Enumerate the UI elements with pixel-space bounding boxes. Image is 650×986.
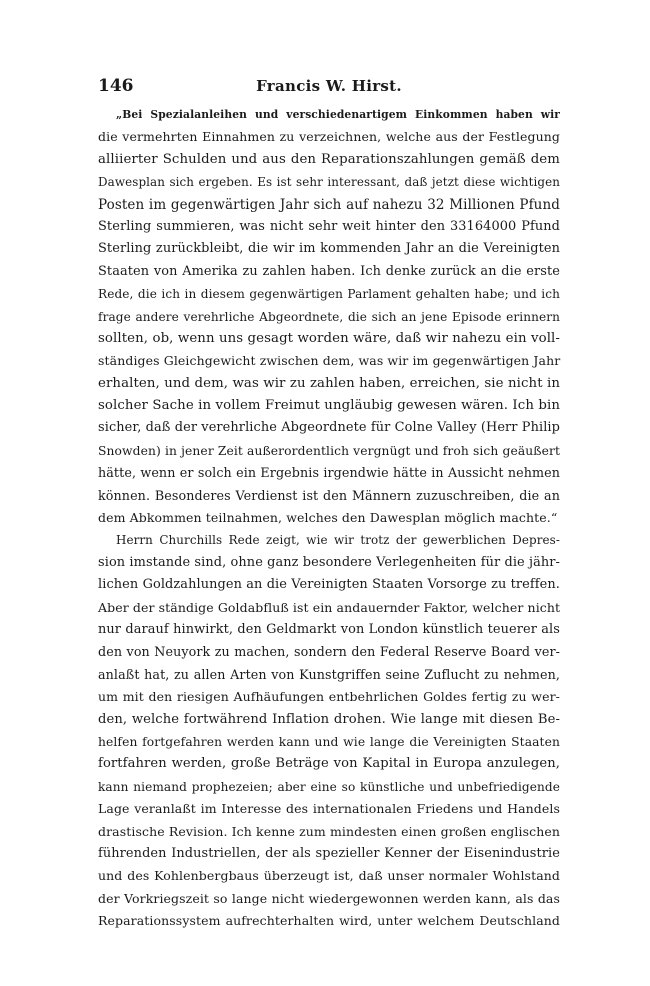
page-number: 146: [98, 76, 134, 96]
text-line: sion imstande sind, ohne ganz besondere Verlegenheiten für die jähr-: [98, 554, 560, 570]
text-line: Sterling zurückbleibt, die wir im kommenden Jahr an die Vereinigten: [98, 241, 560, 257]
paragraph-commentary: [98, 529, 560, 932]
text-line: erhalten, und dem, was wir zu zahlen haben, erreichen, sie nicht in: [98, 375, 560, 391]
text-line: solcher Sache in vollem Freimut ungläubig gewesen wären. Ich bin: [98, 398, 560, 414]
text-line: die vermehrten Einnahmen zu verzeichnen, welche aus der Festlegung: [98, 129, 560, 145]
text-line: den von Neuyork zu machen, sondern den Federal Reserve Board ver-: [98, 644, 560, 660]
text-line: Rede, die ich in diesem gegenwärtigen Parlament gehalten habe; und ich: [98, 287, 560, 302]
text-line: anlaßt hat, zu allen Arten von Kunstgriffen seine Zuflucht zu nehmen,: [98, 666, 560, 682]
text-line: dem Abkommen teilnahmen, welches den Dawesplan möglich machte.“: [98, 510, 558, 526]
text-line: helfen fortgefahren werden kann und wie lange die Vereinigten Staaten: [98, 734, 560, 749]
text-line: Aber der ständige Goldabfluß ist ein andauernder Faktor, welcher nicht: [98, 599, 561, 615]
text-line: sollten, ob, wenn uns gesagt worden wäre, daß wir nahezu ein voll-: [98, 330, 560, 346]
text-line: Dawesplan sich ergeben. Es ist sehr interessant, daß jetzt diese wichtigen: [98, 175, 560, 190]
text-line: „Bei Spezialanleihen und verschiedenartigem Einkommen haben wir: [116, 108, 560, 121]
text-line: Lage veranlaßt im Interesse des internationalen Friedens und Handels: [98, 801, 560, 817]
text-line: alliierter Schulden und aus den Reparationszahlungen gemäß dem: [98, 151, 560, 167]
text-line: führenden Industriellen, der als spezieller Kenner der Eisenindustrie: [98, 845, 560, 861]
text-line: und des Kohlenbergbaus überzeugt ist, daß unser normaler Wohlstand: [98, 868, 560, 884]
text-line: lichen Goldzahlungen an die Vereinigten Staaten Vorsorge zu treffen.: [98, 577, 560, 593]
text-line: fortfahren werden, große Beträge von Kapital in Europa anzulegen,: [98, 756, 560, 772]
text-line: Herrn Churchills Rede zeigt, wie wir trotz der gewerblichen Depres-: [116, 533, 560, 548]
page-header: [98, 74, 560, 98]
body-text: [98, 104, 560, 932]
text-line: können. Besonderes Verdienst ist den Männern zuzuschreiben, die an: [98, 487, 560, 503]
text-line: hätte, wenn er solch ein Ergebnis irgendwie hätte in Aussicht nehmen: [98, 465, 560, 481]
text-line: der Vorkriegszeit so lange nicht wiedergewonnen werden kann, als das: [98, 890, 560, 906]
text-line: Staaten von Amerika zu zahlen haben. Ich denke zurück an die erste: [98, 263, 560, 279]
text-line: Snowden) in jener Zeit außerordentlich vergnügt und froh sich geäußert: [98, 443, 560, 458]
text-line: kann niemand prophezeien; aber eine so künstliche und unbefriedigende: [98, 779, 560, 794]
text-line: den, welche fortwährend Inflation drohen. Wie lange mit diesen Be-: [98, 711, 560, 727]
text-line: frage andere verehrliche Abgeordnete, die sich an jene Episode erinnern: [98, 309, 560, 324]
text-line: Sterling summieren, was nicht sehr weit hinter den 33164000 Pfund: [98, 218, 560, 234]
text-line: Posten im gegenwärtigen Jahr sich auf nahezu 32 Millionen Pfund: [98, 196, 560, 213]
running-head: Francis W. Hirst.: [256, 77, 402, 95]
text-line: um mit den riesigen Aufhäufungen entbehrlichen Goldes fertig zu wer-: [98, 689, 560, 705]
text-line: sicher, daß der verehrliche Abgeordnete für Colne Valley (Herr Philip: [98, 420, 560, 436]
text-line: Reparationssystem aufrechterhalten wird, unter welchem Deutschland: [98, 913, 560, 929]
text-line: ständiges Gleichgewicht zwischen dem, was wir im gegenwärtigen Jahr: [98, 353, 561, 369]
text-line: drastische Revision. Ich kenne zum mindesten einen großen englischen: [98, 823, 560, 839]
text-line: nur darauf hinwirkt, den Geldmarkt von London künstlich teuerer als: [98, 621, 560, 637]
paragraph-quote: [98, 104, 560, 529]
